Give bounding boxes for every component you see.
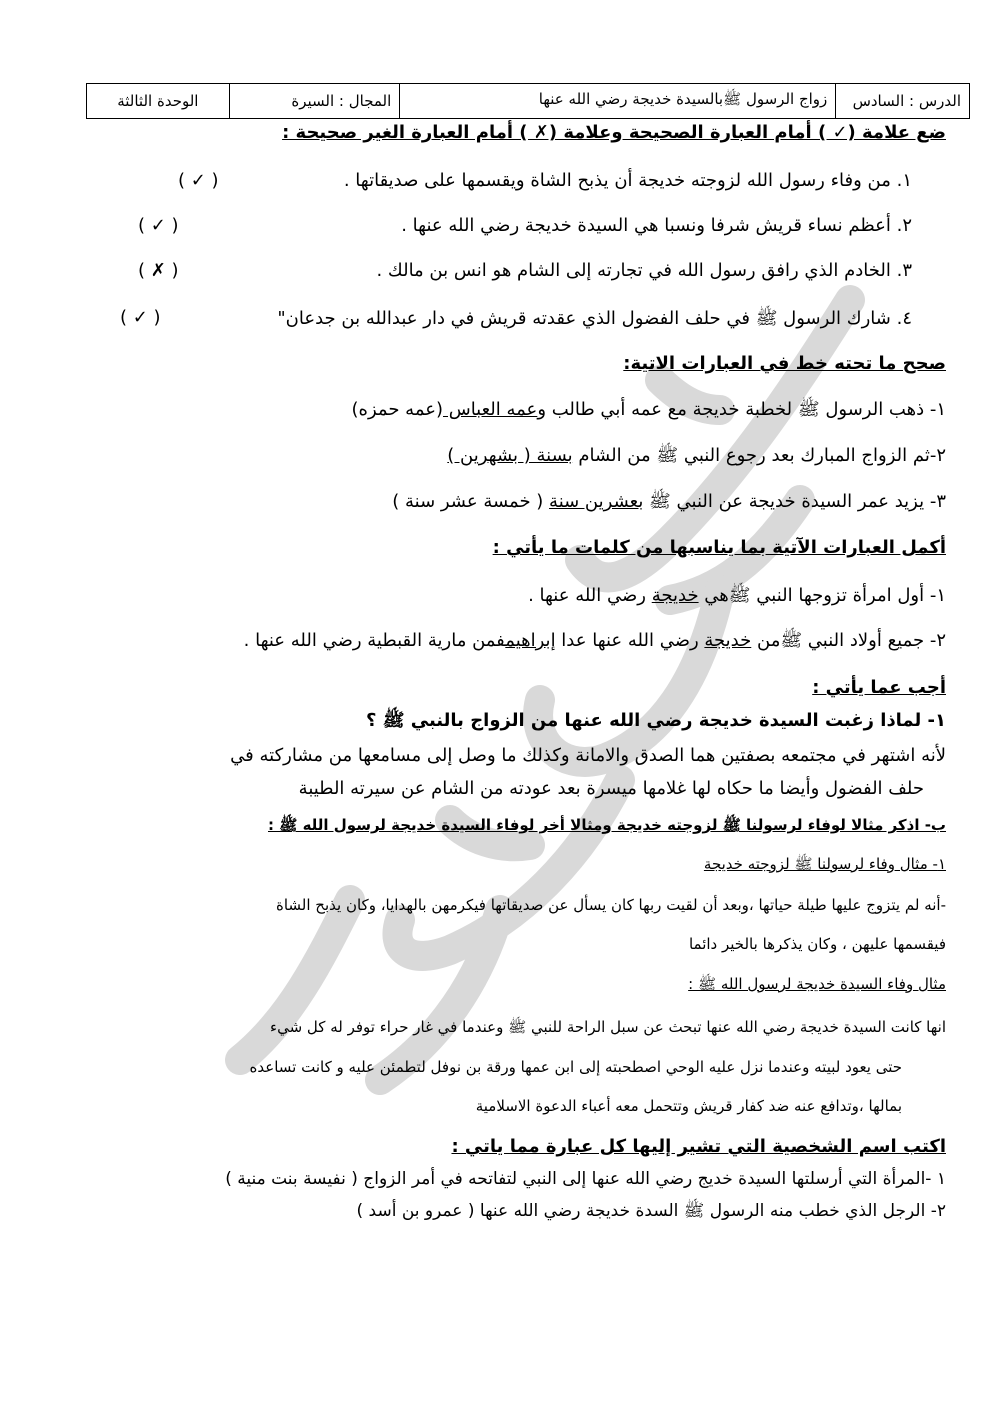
- section2-item-2-underlined: بسنة: [536, 445, 573, 466]
- example-1-title: ١- مثال وفاء لرسولنا ﷺ لزوجته خديجة: [703, 855, 946, 873]
- section3-item-2: [244, 629, 946, 655]
- section5-title: اكتب اسم الشخصية التي تشير إليها كل عبارة مما ياتي :: [451, 1136, 946, 1157]
- section2-item-1-underlined: عمه العباس: [443, 399, 538, 420]
- section3-title: أكمل العبارات الآتية بما يناسبها من كلمات ما يأتي :: [492, 537, 946, 558]
- section4-question-b: ب- اذكر مثالا لوفاء لرسولنا ﷺ لزوجته خديجة ومثالا أخر لوفاء السيدة خديجة لرسول الله ﷺ :: [268, 816, 946, 834]
- section3-item-2-answer: خديجة: [704, 630, 752, 651]
- section2-item-3-answer: ( خمسة عشر سنة ): [392, 491, 550, 512]
- section3-item-2-end: فمن مارية القبطية رضي الله عنها .: [243, 630, 506, 651]
- section1-title: ضع علامة (✓ ) أمام العبارة الصحيحة وعلامة (✗ ) أمام العبارة الغير صحيحة :: [282, 122, 946, 143]
- section1-item-3: ٣. الخادم الذي رافق رسول الله في تجارته إلى الشام هو انس بن مالك .: [376, 260, 912, 281]
- section4-question-1: ١- لماذا زغبت السيدة خديجة رضي الله عنها من الزواج بالنبي ﷺ ؟: [366, 710, 946, 731]
- section4-answer-1-line-1: لأنه اشتهر في مجتمعه بصفتين هما الصدق والامانة وكذلك ما وصل إلى مسامعها من مشاركته في: [230, 745, 946, 766]
- header-unit: الوحدة الثالثة: [117, 92, 199, 110]
- header-lesson: الدرس : السادس: [835, 84, 969, 118]
- section3-item-2-mid: رضي الله عنها عدا: [555, 630, 705, 651]
- header-topic: زواج الرسول ﷺبالسيدة خديجة رضي الله عنها: [399, 84, 835, 118]
- section3-item-1-text: ١- أول امرأة تزوجها النبي ﷺهي: [698, 585, 946, 606]
- section2-item-3: [392, 490, 946, 516]
- section3-item-2-answer2: إبراهيم: [505, 630, 556, 651]
- section3-item-1: [528, 584, 946, 610]
- section2-item-3-underlined: بعشرين سنة: [549, 491, 644, 512]
- section2-item-2-answer: ( بشهرين ): [447, 445, 537, 466]
- section4-answer-1-line-2: حلف الفضول وأيضا ما حكاه لها غلامها ميسرة بعد عودته من الشام عن سيرته الطيبة: [298, 778, 924, 799]
- section1-item-4: ٤. شارك الرسول ﷺ في حلف الفضول الذي عقدته قريش في دار عبدالله بن جدعان": [277, 308, 912, 329]
- section1-item-2: ٢. أعظم نساء قريش شرفا ونسبا هي السيدة خديجة رضي الله عنها .: [401, 215, 912, 236]
- section2-item-3-text: ٣- يزيد عمر السيدة خديجة عن النبي ﷺ: [643, 491, 946, 512]
- section3-item-2-text: ٢- جميع أولاد النبي ﷺمن: [751, 630, 946, 651]
- example-2-line-3: بمالها ،وتدافع عنه ضد كفار قريش وتتحمل معه أعباء الدعوة الاسلامية: [475, 1097, 902, 1115]
- section1-item-1: ١. من وفاء رسول الله لزوجته خديجة أن يذبح الشاة ويقسمها على صديقاتها .: [343, 170, 912, 191]
- section2-item-1-text: ١- ذهب الرسول ﷺ لخطبة خديجة مع عمه أبي طالب و: [537, 399, 946, 420]
- section2-item-2-text: ٢-ثم الزواج المبارك بعد رجوع النبي ﷺ من الشام: [572, 445, 946, 466]
- header-field: المجال : السيرة: [229, 84, 400, 118]
- section1-mark-4: ( ✓ ): [120, 307, 161, 328]
- section2-item-1: [352, 398, 946, 424]
- section2-item-2: [447, 444, 946, 470]
- section1-mark-3: ( ✗ ): [138, 260, 179, 281]
- section2-item-1-answer: (عمه حمزه): [351, 399, 443, 420]
- section3-item-1-answer: خديجة: [651, 585, 699, 606]
- example-1-line-2: فيقسمها عليهن ، وكان يذكرها بالخير دائما: [688, 935, 946, 953]
- section5-item-2: ٢- الرجل الذي خطب منه الرسول ﷺ السدة خديجة رضي الله عنها ( عمرو بن أسد ): [356, 1201, 946, 1221]
- section1-mark-1: ( ✓ ): [178, 170, 219, 191]
- header-table: [86, 83, 970, 119]
- section4-title: أجب عما يأتي :: [812, 677, 946, 698]
- section5-item-1: ١ -المرأة التي أرسلتها السيدة خديج رضي الله عنها إلى النبي لتفاتحه في أمر الزواج ( نفيسة بنت منية ): [225, 1169, 946, 1189]
- section2-title: صحح ما تحته خط في العبارات الاتية:: [623, 353, 946, 374]
- example-2-line-2: حتى يعود لبيته وعندما نزل عليه الوحي اصطحبته إلى ابن عمها ورقة بن نوفل لتطمئن عليه و كانت تساعده: [249, 1058, 902, 1076]
- section3-item-1-end: رضي الله عنها .: [528, 585, 652, 606]
- section1-mark-2: ( ✓ ): [138, 215, 179, 236]
- example-2-title: مثال وفاء السيدة خديجة لرسول الله ﷺ :: [688, 975, 946, 993]
- example-1-line-1: -أنه لم يتزوج عليها طيلة حياتها ،وبعد أن لقيت ربها كان يسأل عن صديقاتها فيكرمهن بالهدايا، وكان يذبح الشاة: [275, 896, 946, 914]
- example-2-line-1: انها كانت السيدة خديجة رضي الله عنها تبحث عن سبل الراحة للنبي ﷺ وعندما في غار حراء توفر له كل شيء: [270, 1018, 946, 1036]
